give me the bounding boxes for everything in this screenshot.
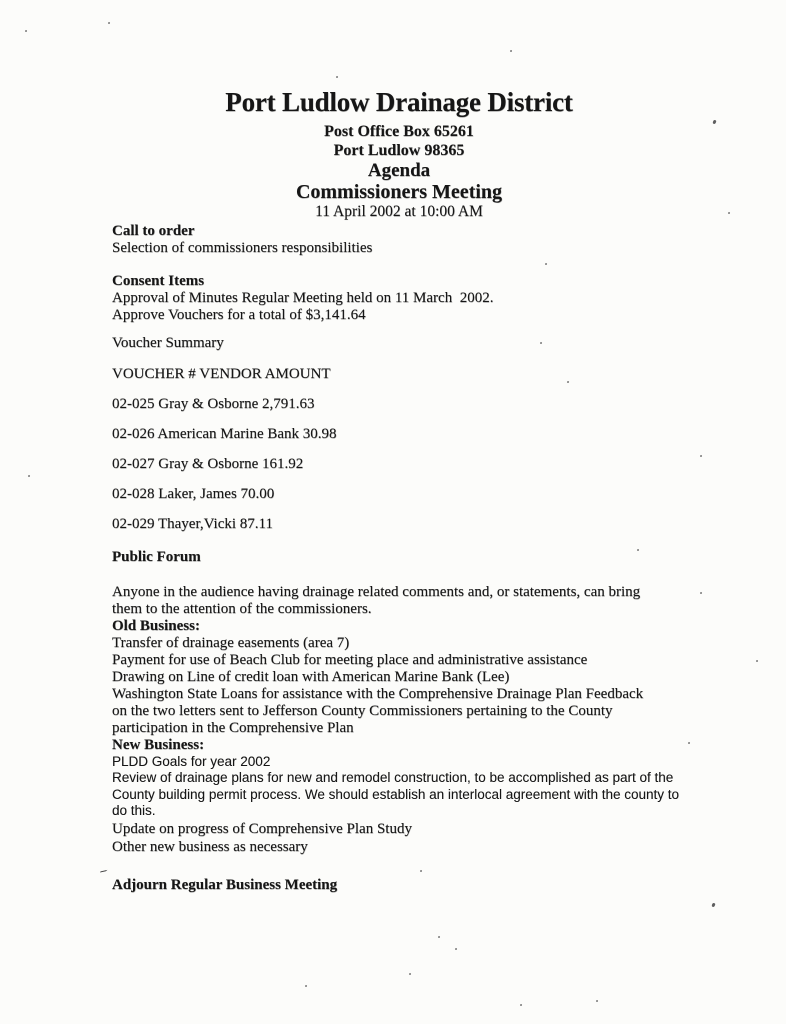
po-box-line: Post Office Box 65261	[324, 123, 474, 140]
scan-speck	[688, 742, 691, 745]
scan-speck	[510, 50, 513, 53]
scan-speck	[728, 212, 731, 215]
old-business-item: Payment for use of Beach Club for meeting place and administrative assistance	[112, 652, 588, 668]
scan-speck	[455, 948, 458, 951]
voucher-row: 02-029 Thayer,Vicki 87.11	[112, 516, 273, 532]
section-heading-new-business: New Business:	[112, 737, 205, 753]
public-forum-body-line: them to the attention of the commissioners.	[112, 601, 372, 617]
scan-speck	[28, 475, 31, 478]
scan-speck	[700, 455, 703, 458]
public-forum-body-line: Anyone in the audience having drainage related comments and, or statements, can bring	[112, 584, 641, 600]
old-business-item: Washington State Loans for assistance with the Comprehensive Drainage Plan Feedback	[112, 686, 644, 702]
voucher-row: 02-026 American Marine Bank 30.98	[112, 426, 337, 442]
old-business-item: Drawing on Line of credit loan with American Marine Bank (Lee)	[112, 669, 510, 685]
adjourn-heading: Adjourn Regular Business Meeting	[112, 876, 338, 893]
new-business-item: County building permit process. We should establish an interlocal agreement with the county to	[112, 786, 680, 802]
city-zip-line: Port Ludlow 98365	[333, 142, 465, 159]
voucher-table-header: VOUCHER # VENDOR AMOUNT	[112, 366, 331, 382]
org-title: Port Ludlow Drainage District	[225, 87, 573, 117]
scan-speck	[409, 973, 412, 976]
meeting-datetime: 11 April 2002 at 10:00 AM	[315, 203, 483, 220]
scan-speck	[336, 76, 339, 79]
old-business-item: on the two letters sent to Jefferson County Commissioners pertaining to the County	[112, 703, 613, 719]
scan-speck	[108, 22, 111, 25]
new-business-item: PLDD Goals for year 2002	[112, 754, 271, 769]
scan-speck	[520, 1004, 523, 1007]
document-content	[112, 88, 686, 894]
scan-speck	[305, 985, 308, 988]
scan-speck	[700, 592, 703, 595]
scan-speck	[596, 1000, 599, 1003]
doc-type-label: Agenda	[367, 160, 431, 181]
meeting-title: Commissioners Meeting	[295, 181, 503, 203]
scan-caret-artifact	[98, 870, 108, 877]
section-heading-consent-items: Consent Items	[112, 273, 205, 289]
scan-speck	[25, 30, 28, 33]
section-heading-public-forum: Public Forum	[112, 549, 201, 565]
consent-item-vouchers: Approve Vouchers for a total of $3,141.64	[112, 307, 366, 323]
new-business-item: Other new business as necessary	[112, 838, 308, 855]
voucher-row: 02-028 Laker, James 70.00	[112, 486, 275, 502]
old-business-item: Transfer of drainage easements (area 7)	[112, 635, 350, 651]
new-business-item: Update on progress of Comprehensive Plan Study	[112, 821, 412, 838]
scan-speck	[712, 120, 716, 125]
call-to-order-item: Selection of commissioners responsibilities	[112, 240, 373, 256]
section-heading-old-business: Old Business:	[112, 618, 200, 634]
scan-speck	[711, 903, 715, 908]
voucher-row: 02-027 Gray & Osborne 161.92	[112, 456, 304, 472]
consent-item-minutes: Approval of Minutes Regular Meeting held on 11 March 2002.	[112, 290, 494, 306]
voucher-summary-label: Voucher Summary	[112, 335, 224, 351]
scan-speck	[756, 660, 759, 663]
new-business-item: Review of drainage plans for new and remodel construction, to be accomplished as part of the	[112, 770, 674, 786]
section-heading-call-to-order: Call to order	[112, 223, 195, 239]
old-business-item: participation in the Comprehensive Plan	[112, 720, 354, 736]
voucher-row: 02-025 Gray & Osborne 2,791.63	[112, 396, 315, 412]
new-business-item: do this.	[112, 802, 156, 818]
scan-speck	[438, 936, 441, 939]
